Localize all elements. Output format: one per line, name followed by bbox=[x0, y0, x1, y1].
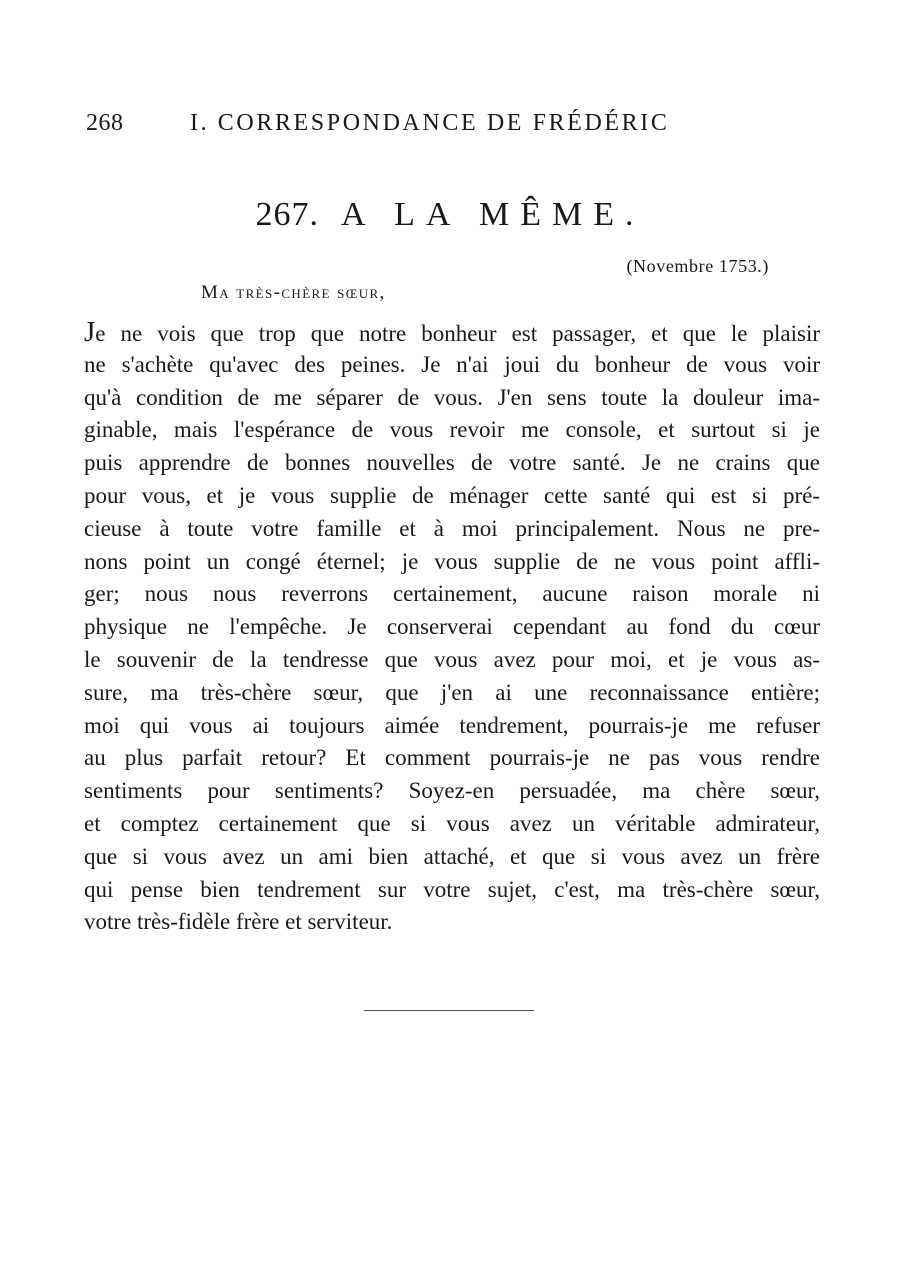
body-line: au plus parfait retour? Et comment pourrais-je ne pas vous rendre bbox=[84, 745, 820, 771]
running-title: I. CORRESPONDANCE DE FRÉDÉRIC bbox=[190, 110, 670, 136]
salutation: Ma très-chère sœur, bbox=[201, 282, 386, 303]
body-line: cieuse à toute votre famille et à moi principalement. Nous ne pre- bbox=[84, 515, 820, 541]
body-line: le souvenir de la tendresse que vous avez pour moi, et je vous as- bbox=[84, 646, 820, 672]
letter-date: (Novembre 1753.) bbox=[626, 256, 769, 276]
body-line: pour vous, et je vous supplie de ménager cette santé qui est si pré- bbox=[84, 482, 820, 508]
body-line: ginable, mais l'espérance de vous revoir me console, et surtout si je bbox=[84, 417, 820, 443]
body-line: votre très-fidèle frère et serviteur. bbox=[84, 909, 393, 935]
body-line: physique ne l'empêche. Je conserverai cependant au fond du cœur bbox=[84, 614, 820, 640]
initial-letter: J bbox=[84, 316, 96, 348]
body-line: et comptez certainement que si vous avez un véritable admirateur, bbox=[84, 810, 820, 836]
page-number: 268 bbox=[86, 110, 124, 136]
body-line: que si vous avez un ami bien attaché, et que si vous avez un frère bbox=[84, 843, 820, 869]
body-line: Je ne vois que trop que notre bonheur est passager, et que le plaisir bbox=[84, 316, 820, 348]
body-line: nons point un congé éternel; je vous supplie de ne vous point affli- bbox=[84, 548, 820, 574]
letter-body bbox=[84, 316, 820, 939]
running-head bbox=[0, 110, 900, 144]
body-line: ger; nous nous reverrons certainement, aucune raison morale ni bbox=[84, 581, 820, 607]
letter-number: 267. bbox=[255, 196, 319, 233]
body-line: ne s'achète qu'avec des peines. Je n'ai joui du bonheur de vous voir bbox=[84, 351, 820, 377]
body-line: qu'à condition de me séparer de vous. J'en sens toute la douleur ima- bbox=[84, 384, 820, 410]
body-line: sure, ma très-chère sœur, que j'en ai une reconnaissance entière; bbox=[84, 679, 820, 705]
end-rule bbox=[364, 1010, 534, 1011]
body-line: moi qui vous ai toujours aimée tendrement, pourrais-je me refuser bbox=[84, 712, 820, 738]
body-line: qui pense bien tendrement sur votre sujet, c'est, ma très-chère sœur, bbox=[84, 876, 820, 902]
body-line: puis apprendre de bonnes nouvelles de votre santé. Je ne crains que bbox=[84, 450, 820, 476]
body-line: sentiments pour sentiments? Soyez-en persuadée, ma chère sœur, bbox=[84, 778, 820, 804]
letter-heading bbox=[0, 196, 900, 234]
letter-title: A LA MÊME. bbox=[340, 196, 645, 233]
